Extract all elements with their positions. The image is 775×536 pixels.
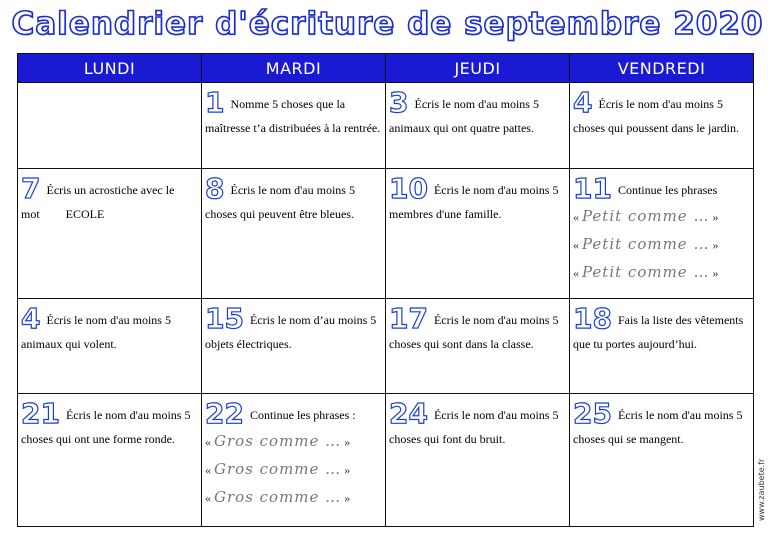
day-number: 21 bbox=[21, 397, 60, 430]
sentence-prompt: « Petit comme … » bbox=[573, 235, 719, 253]
day-cell bbox=[18, 169, 202, 299]
day-cell bbox=[570, 169, 754, 299]
sentence-prompt: « Gros comme … » bbox=[205, 488, 351, 506]
day-cell bbox=[570, 299, 754, 394]
day-cell bbox=[386, 169, 570, 299]
day-task: Écris le nom d'au moins 5 choses qui font du bruit. bbox=[389, 408, 559, 446]
day-number: 1 bbox=[205, 86, 225, 119]
day-cell bbox=[386, 83, 570, 169]
day-task: Fais la liste des vêtements que tu portes aujourd’hui. bbox=[573, 313, 744, 351]
day-number: 8 bbox=[205, 172, 225, 205]
day-cell-empty bbox=[18, 83, 202, 169]
day-task: Écris le nom d'au moins 5 choses qui se mangent. bbox=[573, 408, 743, 446]
day-task: Écris le nom d'au moins 5 choses qui poussent dans le jardin. bbox=[573, 97, 739, 135]
day-cell bbox=[202, 83, 386, 169]
day-cell bbox=[386, 394, 570, 527]
day-cell bbox=[202, 169, 386, 299]
day-task: Nomme 5 choses que la maîtresse t’a distribuées à la rentrée. bbox=[205, 97, 381, 135]
day-number: 15 bbox=[205, 302, 244, 335]
header-vendredi: VENDREDI bbox=[570, 54, 754, 83]
week-row-2 bbox=[18, 169, 754, 299]
day-cell bbox=[570, 83, 754, 169]
sentence-prompt: « Petit comme … » bbox=[573, 263, 719, 281]
day-task: Continue les phrases : bbox=[249, 408, 356, 422]
day-cell bbox=[18, 299, 202, 394]
day-task: Continue les phrases bbox=[617, 183, 718, 197]
week-row-1 bbox=[18, 83, 754, 169]
day-number: 22 bbox=[205, 397, 244, 430]
day-task: Écris le nom d'au moins 5 choses qui peuvent être bleues. bbox=[205, 183, 355, 221]
sentence-prompt: « Petit comme … » bbox=[573, 207, 719, 225]
day-task: Écris le nom d'au moins 5 choses qui ont une forme ronde. bbox=[21, 408, 191, 446]
day-cell bbox=[202, 299, 386, 394]
sentence-prompt: « Gros comme … » bbox=[205, 432, 351, 450]
day-cell bbox=[18, 394, 202, 527]
website-credit: www.zaubete.fr bbox=[757, 458, 766, 521]
header-mardi: MARDI bbox=[202, 54, 386, 83]
day-task: Écris le nom d’au moins 5 objets électriques. bbox=[205, 313, 377, 351]
day-cell bbox=[386, 299, 570, 394]
day-task: Écris un acrostiche avec le mot bbox=[21, 183, 175, 221]
day-number: 24 bbox=[389, 397, 428, 430]
day-number: 18 bbox=[573, 302, 612, 335]
day-task: Écris le nom d'au moins 5 choses qui sont dans la classe. bbox=[389, 313, 559, 351]
day-number: 11 bbox=[573, 172, 612, 205]
week-row-4 bbox=[18, 394, 754, 527]
week-row-3 bbox=[18, 299, 754, 394]
day-number: 17 bbox=[389, 302, 428, 335]
day-number: 25 bbox=[573, 397, 612, 430]
day-cell bbox=[202, 394, 386, 527]
day-task: Écris le nom d'au moins 5 animaux qui volent. bbox=[21, 313, 171, 351]
calendar-table bbox=[17, 53, 754, 527]
day-task: Écris le nom d'au moins 5 animaux qui ont quatre pattes. bbox=[389, 97, 539, 135]
day-number: 4 bbox=[21, 302, 41, 335]
day-number: 10 bbox=[389, 172, 428, 205]
day-number: 4 bbox=[573, 86, 593, 119]
header-jeudi: JEUDI bbox=[386, 54, 570, 83]
day-cell bbox=[570, 394, 754, 527]
calendar-header-row bbox=[18, 54, 754, 83]
acrostic-word: ECOLE bbox=[65, 207, 105, 221]
day-number: 3 bbox=[389, 86, 409, 119]
page-title: Calendrier d'écriture de septembre 2020 bbox=[11, 6, 764, 42]
day-number: 7 bbox=[21, 172, 41, 205]
header-lundi: LUNDI bbox=[18, 54, 202, 83]
day-task: Écris le nom d'au moins 5 membres d'une famille. bbox=[389, 183, 559, 221]
sentence-prompt: « Gros comme … » bbox=[205, 460, 351, 478]
